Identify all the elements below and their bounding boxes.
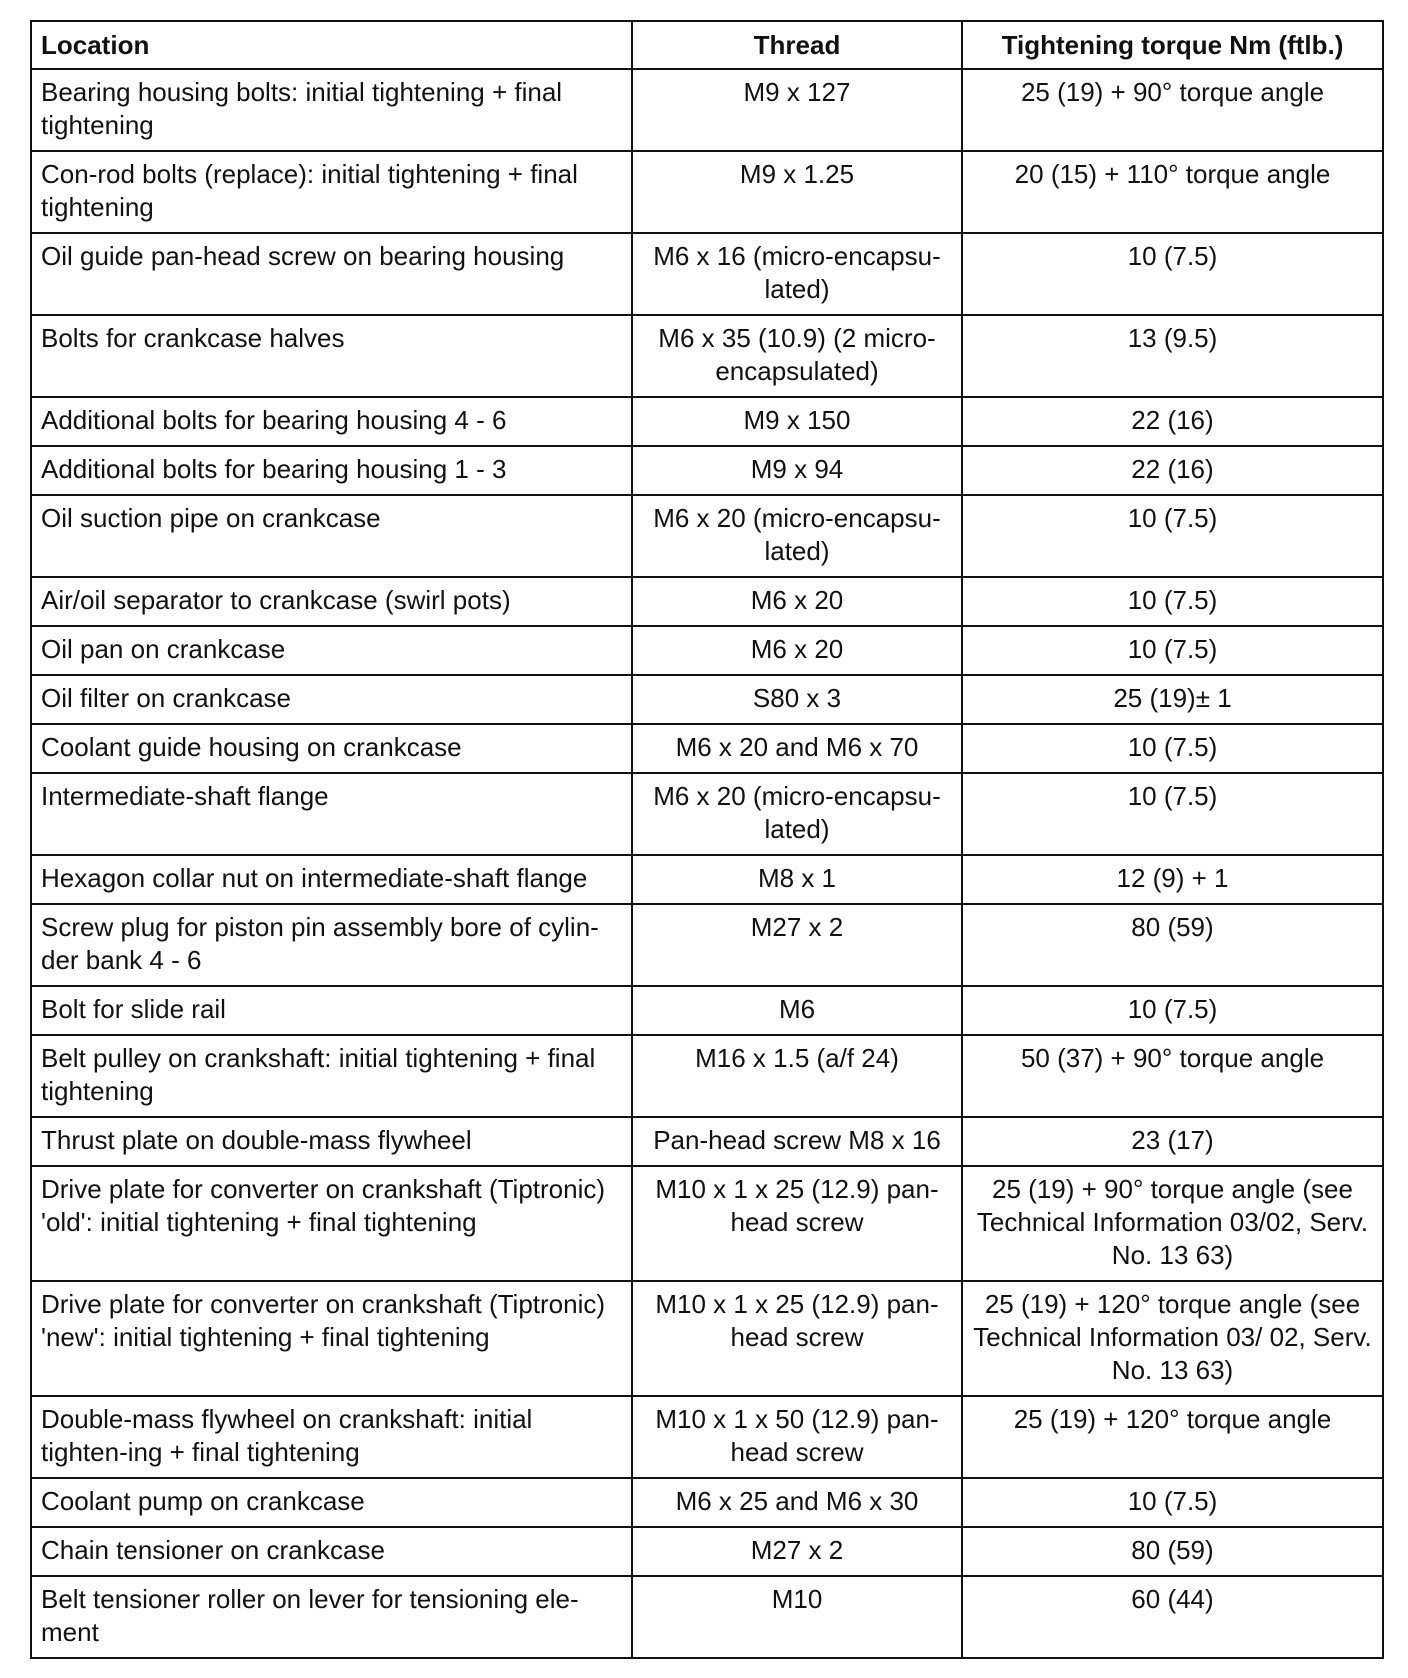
torque-specification-table (30, 20, 1384, 1659)
torque-cell: 10 (7.5) (962, 986, 1383, 1035)
torque-cell: 25 (19)± 1 (962, 675, 1383, 724)
thread-cell: M9 x 1.25 (632, 151, 962, 233)
table-row (31, 315, 1383, 397)
torque-cell: 23 (17) (962, 1117, 1383, 1166)
torque-cell: 25 (19) + 90° torque angle (962, 69, 1383, 151)
location-cell: Bolt for slide rail (31, 986, 632, 1035)
thread-cell: M10 x 1 x 50 (12.9) pan-head screw (632, 1396, 962, 1478)
table-row (31, 1166, 1383, 1281)
table-row (31, 1117, 1383, 1166)
thread-cell: M6 x 20 (632, 626, 962, 675)
thread-cell: M9 x 94 (632, 446, 962, 495)
thread-cell: M6 x 20 and M6 x 70 (632, 724, 962, 773)
table-row (31, 69, 1383, 151)
thread-cell: S80 x 3 (632, 675, 962, 724)
thread-cell: M6 x 20 (micro-encapsu-lated) (632, 773, 962, 855)
torque-cell: 25 (19) + 120° torque angle (see Technical Information 03/ 02, Serv. No. 13 63) (962, 1281, 1383, 1396)
table-row (31, 1478, 1383, 1527)
thread-cell: M27 x 2 (632, 1527, 962, 1576)
torque-cell: 10 (7.5) (962, 577, 1383, 626)
torque-cell: 13 (9.5) (962, 315, 1383, 397)
torque-cell: 22 (16) (962, 397, 1383, 446)
thread-cell: M6 x 20 (632, 577, 962, 626)
location-cell: Bolts for crankcase halves (31, 315, 632, 397)
thread-cell: M6 x 16 (micro-encapsu-lated) (632, 233, 962, 315)
location-cell: Drive plate for converter on crankshaft (Tiptronic) 'new': initial tightening + final tightening (31, 1281, 632, 1396)
location-cell: Oil filter on crankcase (31, 675, 632, 724)
torque-cell: 80 (59) (962, 904, 1383, 986)
location-cell: Thrust plate on double-mass flywheel (31, 1117, 632, 1166)
location-cell: Coolant guide housing on crankcase (31, 724, 632, 773)
table-row (31, 773, 1383, 855)
table-row (31, 495, 1383, 577)
table-row (31, 904, 1383, 986)
header-row (31, 21, 1383, 69)
thread-cell: M6 x 35 (10.9) (2 micro-encapsulated) (632, 315, 962, 397)
location-cell: Con-rod bolts (replace): initial tightening + final tightening (31, 151, 632, 233)
location-cell: Oil pan on crankcase (31, 626, 632, 675)
torque-cell: 10 (7.5) (962, 626, 1383, 675)
thread-cell: M6 (632, 986, 962, 1035)
location-cell: Belt pulley on crankshaft: initial tightening + final tightening (31, 1035, 632, 1117)
thread-cell: M10 x 1 x 25 (12.9) pan-head screw (632, 1166, 962, 1281)
location-cell: Coolant pump on crankcase (31, 1478, 632, 1527)
table-row (31, 724, 1383, 773)
table-row (31, 1281, 1383, 1396)
table-row (31, 1576, 1383, 1658)
thread-cell: M16 x 1.5 (a/f 24) (632, 1035, 962, 1117)
location-cell: Oil guide pan-head screw on bearing housing (31, 233, 632, 315)
thread-cell: M6 x 20 (micro-encapsu-lated) (632, 495, 962, 577)
location-cell: Hexagon collar nut on intermediate-shaft flange (31, 855, 632, 904)
torque-cell: 10 (7.5) (962, 1478, 1383, 1527)
location-cell: Drive plate for converter on crankshaft (Tiptronic) 'old': initial tightening + final tightening (31, 1166, 632, 1281)
table-row (31, 675, 1383, 724)
thread-cell: M9 x 127 (632, 69, 962, 151)
torque-cell: 25 (19) + 120° torque angle (962, 1396, 1383, 1478)
torque-cell: 25 (19) + 90° torque angle (see Technical Information 03/02, Serv. No. 13 63) (962, 1166, 1383, 1281)
location-cell: Additional bolts for bearing housing 1 - 3 (31, 446, 632, 495)
thread-cell: M8 x 1 (632, 855, 962, 904)
torque-cell: 60 (44) (962, 1576, 1383, 1658)
table-row (31, 1035, 1383, 1117)
location-cell: Bearing housing bolts: initial tightening + final tightening (31, 69, 632, 151)
table-row (31, 233, 1383, 315)
thread-cell: M10 x 1 x 25 (12.9) pan-head screw (632, 1281, 962, 1396)
thread-cell: M6 x 25 and M6 x 30 (632, 1478, 962, 1527)
table-row (31, 1396, 1383, 1478)
table-row (31, 577, 1383, 626)
table-body (31, 69, 1383, 1658)
location-cell: Screw plug for piston pin assembly bore of cylin-der bank 4 - 6 (31, 904, 632, 986)
table-row (31, 397, 1383, 446)
torque-cell: 10 (7.5) (962, 233, 1383, 315)
thread-cell: M27 x 2 (632, 904, 962, 986)
location-cell: Additional bolts for bearing housing 4 - 6 (31, 397, 632, 446)
torque-cell: 10 (7.5) (962, 495, 1383, 577)
column-header-torque: Tightening torque Nm (ftlb.) (962, 21, 1383, 69)
table-row (31, 855, 1383, 904)
column-header-thread: Thread (632, 21, 962, 69)
location-cell: Chain tensioner on crankcase (31, 1527, 632, 1576)
torque-cell: 12 (9) + 1 (962, 855, 1383, 904)
table-row (31, 446, 1383, 495)
location-cell: Double-mass flywheel on crankshaft: initial tighten-ing + final tightening (31, 1396, 632, 1478)
location-cell: Oil suction pipe on crankcase (31, 495, 632, 577)
torque-cell: 10 (7.5) (962, 773, 1383, 855)
thread-cell: M10 (632, 1576, 962, 1658)
torque-cell: 80 (59) (962, 1527, 1383, 1576)
torque-cell: 22 (16) (962, 446, 1383, 495)
table-header (31, 21, 1383, 69)
table-row (31, 986, 1383, 1035)
torque-cell: 10 (7.5) (962, 724, 1383, 773)
thread-cell: Pan-head screw M8 x 16 (632, 1117, 962, 1166)
torque-cell: 20 (15) + 110° torque angle (962, 151, 1383, 233)
column-header-location: Location (31, 21, 632, 69)
location-cell: Belt tensioner roller on lever for tensioning ele-ment (31, 1576, 632, 1658)
table-row (31, 151, 1383, 233)
torque-cell: 50 (37) + 90° torque angle (962, 1035, 1383, 1117)
table-row (31, 626, 1383, 675)
location-cell: Air/oil separator to crankcase (swirl pots) (31, 577, 632, 626)
thread-cell: M9 x 150 (632, 397, 962, 446)
location-cell: Intermediate-shaft flange (31, 773, 632, 855)
table-row (31, 1527, 1383, 1576)
